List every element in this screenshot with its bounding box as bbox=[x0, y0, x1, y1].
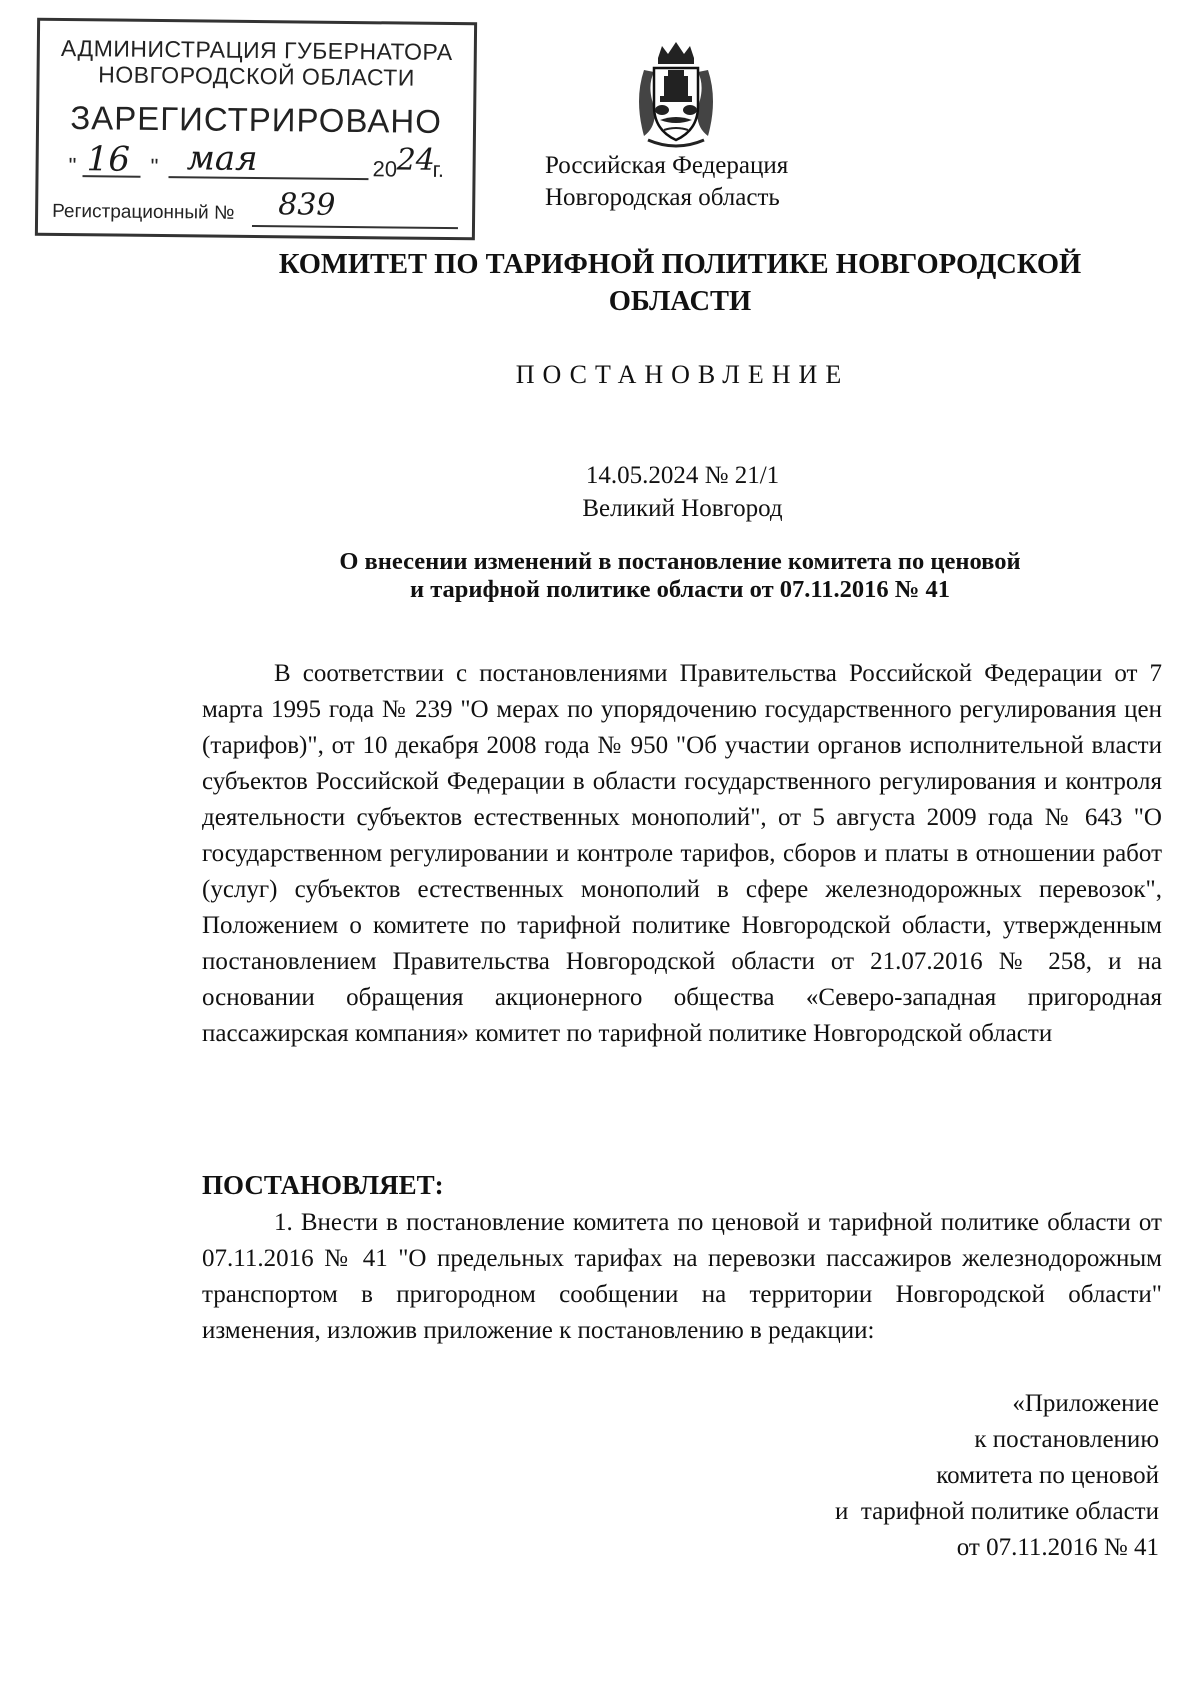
stamp-month-handwritten: мая bbox=[186, 138, 258, 180]
appendix-line1: «Приложение bbox=[1012, 1390, 1159, 1417]
subject-line2: и тарифной политике области от 07.11.2016 № 41 bbox=[409, 576, 951, 603]
appendix-line5: от 07.11.2016 № 41 bbox=[956, 1534, 1159, 1561]
document-type: ПОСТАНОВЛЕНИЕ bbox=[515, 360, 850, 389]
stamp-reg-label: Регистрационный № bbox=[52, 200, 235, 224]
appendix-header bbox=[659, 1386, 1159, 1566]
preamble-paragraph: В соответствии с постановлениями Правительства Российской Федерации от 7 марта 1995 года № 239 "О мерах по упорядочению государственного регулирования цен (тарифов)", от 10 декабря 2008 года № 950 "Об участии органов исполнительной власти субъектов Российской Федерации в области государственного регулирования и контроля деятельности субъектов естественных монополий", от 5 августа 2009 года № 643 "О государственном регулировании и контроле тарифов, сборов и платы в отношении работ (услуг) субъектов естественных монополий в сфере железнодорожных перевозок", Положением о комитете по тарифной политике Новгородской области, утвержденным постановлением Правительства Новгородской области от 21.07.2016 № 258, и на основании обращения акционерного общества «Северо-западная пригородная пассажирская компания» комитет по тарифной политике Новгородской области bbox=[202, 660, 1162, 1047]
stamp-month-underline bbox=[168, 176, 368, 180]
stamp-year-handwritten: 24 bbox=[396, 142, 436, 178]
stamp-quote-close: " bbox=[150, 153, 159, 179]
document-subject bbox=[200, 548, 1160, 604]
stamp-day-handwritten: 16 bbox=[86, 139, 131, 180]
committee-title bbox=[200, 246, 1160, 320]
document-city: Великий Новгород bbox=[582, 495, 783, 522]
item-1-paragraph: 1. Внести в постановление комитета по ценовой и тарифной политике области от 07.11.2016 № 41 "О предельных тарифах на перевозки пассажиров железнодорожным транспортом в пригородном сообщении на территории Новгородской области" изменения, изложив приложение к постановлению в редакции: bbox=[202, 1209, 1162, 1344]
region-name: Новгородская область bbox=[545, 184, 780, 211]
appendix-line3: комитета по ценовой bbox=[936, 1462, 1159, 1489]
committee-title-line2: ОБЛАСТИ bbox=[608, 286, 752, 317]
stamp-date-line bbox=[68, 138, 468, 193]
coat-of-arms-icon bbox=[630, 40, 722, 150]
stamp-org-line1: АДМИНИСТРАЦИЯ ГУБЕРНАТОРА bbox=[60, 34, 453, 66]
decree-word: ПОСТАНОВЛЯЕТ: bbox=[202, 1170, 444, 1200]
stamp-reg-number-handwritten: 839 bbox=[278, 187, 336, 223]
registration-stamp bbox=[35, 18, 477, 241]
stamp-reg-underline bbox=[252, 225, 458, 229]
appendix-line2: к постановлению bbox=[974, 1426, 1159, 1453]
document-date-number: 14.05.2024 № 21/1 bbox=[585, 462, 780, 489]
stamp-org-line2: НОВГОРОДСКОЙ ОБЛАСТИ bbox=[98, 61, 415, 91]
appendix-line4: и тарифной политике области bbox=[835, 1498, 1159, 1525]
stamp-reg-number-line bbox=[52, 187, 336, 225]
stamp-year-prefix: 20 bbox=[372, 156, 398, 182]
country-name: Российская Федерация bbox=[545, 152, 789, 179]
subject-line1: О внесении изменений в постановление комитета по ценовой bbox=[339, 548, 1021, 575]
committee-title-line1: КОМИТЕТ ПО ТАРИФНОЙ ПОЛИТИКЕ НОВГОРОДСКОЙ bbox=[278, 249, 1082, 280]
stamp-year-suffix: г. bbox=[432, 156, 445, 182]
stamp-quote-open: " bbox=[68, 153, 77, 179]
stamp-registered-label: ЗАРЕГИСТРИРОВАНО bbox=[70, 99, 443, 140]
